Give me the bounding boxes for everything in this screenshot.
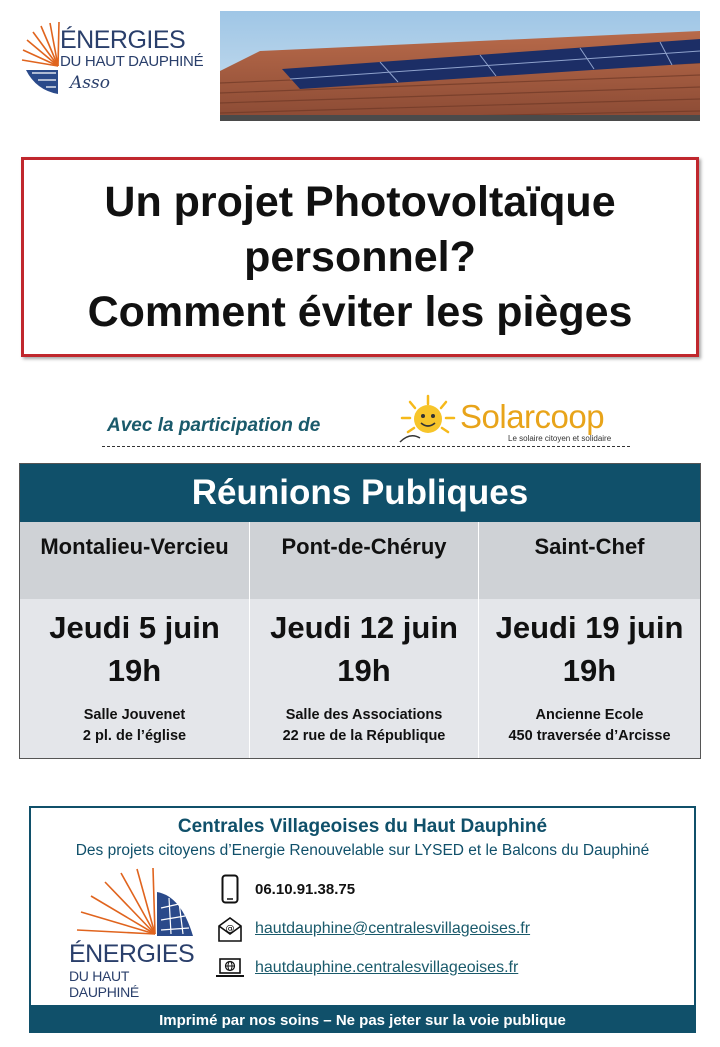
partner-name: Solarcoop [460,398,605,435]
logo-title: ÉNERGIES [69,940,195,968]
meetings-heading: Réunions Publiques [20,464,700,522]
logo-subtitle: DU HAUT DAUPHINÉ [60,53,204,70]
email-row [215,916,530,942]
logo-subtitle: DU HAUT DAUPHINÉ [69,968,139,1000]
meeting-address: 450 traversée d’Arcisse [508,728,671,744]
title-line-3: Comment éviter les pièges [87,287,633,336]
meeting-column [479,522,700,758]
email-icon [215,914,245,944]
meeting-venue: Salle des Associations [285,707,443,723]
meeting-address: 22 rue de la République [282,728,446,744]
phone-icon [215,874,245,904]
website-link[interactable]: hautdauphine.centralesvillageoises.fr [255,959,519,976]
logo-asso: Asso [70,73,110,93]
phone-row [215,876,355,902]
meeting-column [20,522,249,758]
solar-roof-photo [220,11,700,121]
phone-number: 06.10.91.38.75 [255,880,356,898]
logo-title: ÉNERGIES [60,26,186,54]
association-logo [18,20,208,100]
meeting-town: Saint-Chef [479,522,700,599]
title-box [21,157,699,357]
solarcoop-logo [398,392,638,448]
meeting-town: Montalieu-Vercieu [20,522,249,599]
meeting-hour: 19h [562,653,617,688]
website-row [215,955,518,981]
meeting-day: Jeudi 5 juin [49,610,220,645]
svg-text:@: @ [225,924,235,934]
partner-tagline: Le solaire citoyen et solidaire [508,434,612,443]
meeting-day: Jeudi 19 juin [495,610,684,645]
meetings-table [19,463,701,759]
laptop-globe-icon [215,953,245,983]
meeting-venue: Ancienne Ecole [535,707,644,723]
participation-label: Avec la participation de [107,415,321,436]
meeting-day: Jeudi 12 juin [270,610,458,645]
email-link[interactable]: hautdauphine@centralesvillageoises.fr [255,920,531,937]
contact-title: Centrales Villageoises du Haut Dauphiné [177,816,548,837]
page-title [88,175,633,340]
sun-mascot-icon [398,392,458,448]
meeting-hour: 19h [337,653,391,688]
meeting-hour: 19h [107,653,162,688]
contact-box [29,806,696,1007]
meeting-venue: Salle Jouvenet [83,707,186,723]
dashed-divider [102,446,630,447]
contact-subtitle: Des projets citoyens d’Energie Renouvelable sur LYSED et le Balcons du Dauphiné [75,842,650,859]
meeting-town: Pont-de-Chéruy [250,522,478,599]
sun-rays-icon [69,868,199,938]
title-line-1: Un projet Photovoltaïque [104,177,616,226]
title-line-2: personnel? [244,232,476,281]
meeting-address: 2 pl. de l’église [82,728,187,744]
footer-banner: Imprimé par nos soins – Ne pas jeter sur la voie publique [29,1007,696,1033]
meeting-column [250,522,478,758]
association-logo-bottom [69,868,199,1000]
